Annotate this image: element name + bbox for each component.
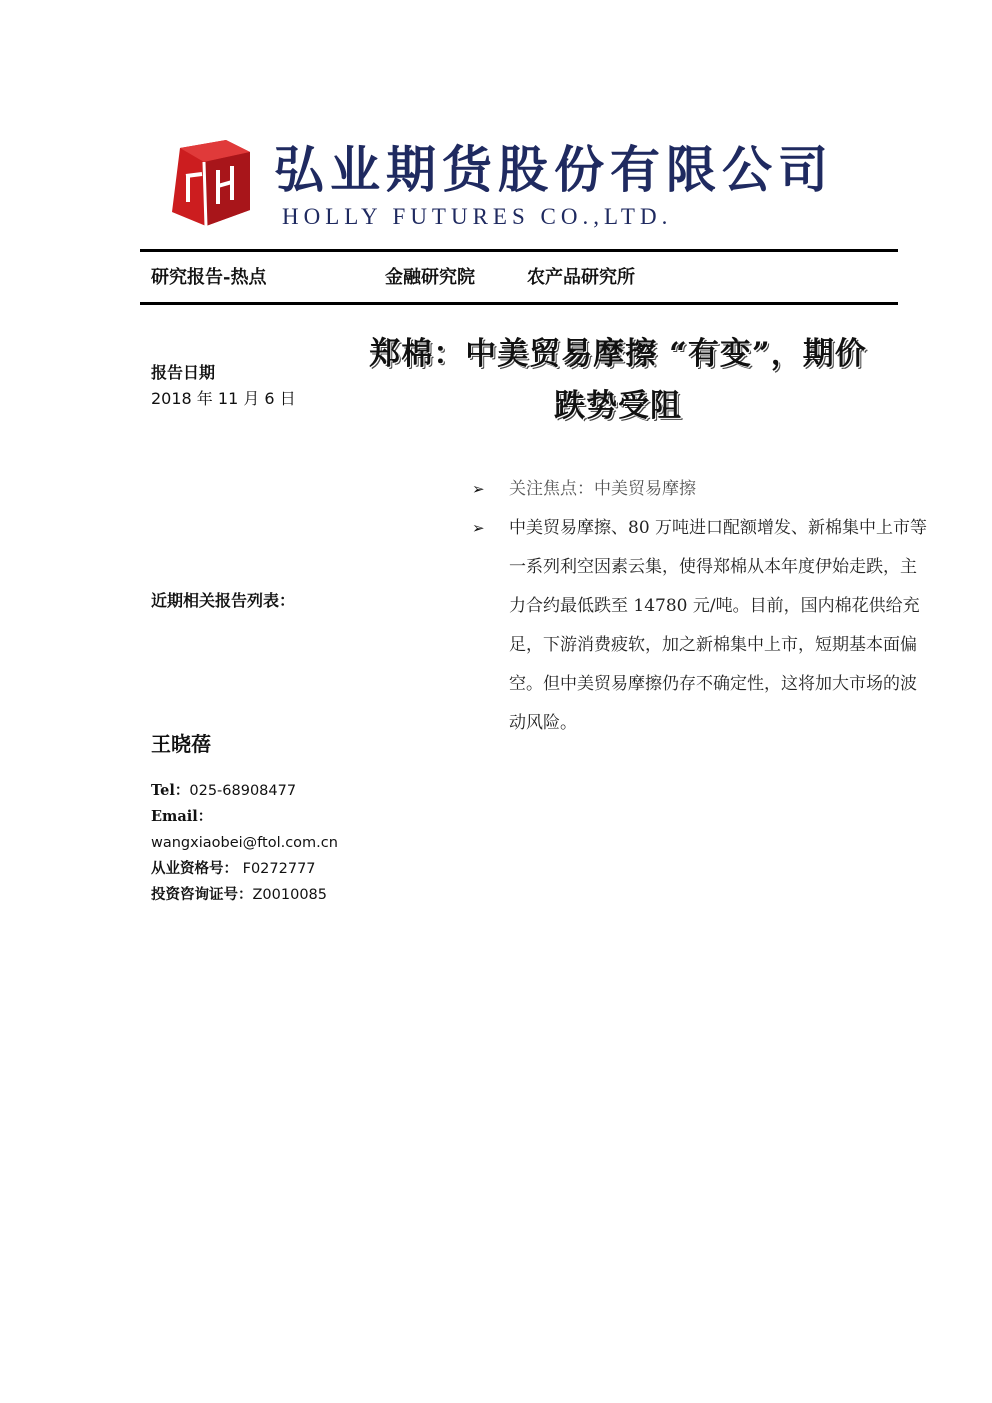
institute-agri: 农产品研究所 — [527, 267, 635, 288]
email-label: Email： — [151, 808, 213, 825]
logo-english-name: HOLLY FUTURES CO.,LTD. — [282, 204, 673, 229]
institute-finance: 金融研究院 — [385, 267, 475, 288]
report-date-value: 2018 年 11 月 6 日 — [151, 389, 296, 408]
logo-cube-icon — [166, 140, 252, 226]
header-bottom-rule — [140, 302, 898, 305]
report-title-line-2: 跌势受阻 — [554, 388, 682, 424]
license-value: F0272777 — [242, 861, 316, 877]
consult-value: Z0010085 — [252, 887, 328, 903]
report-title — [318, 328, 918, 432]
author-name: 王晓蓓 — [151, 732, 211, 756]
logo-chinese-name: 弘业期货股份有限公司 — [274, 140, 834, 199]
consult-label: 投资咨询证号： — [151, 886, 253, 903]
email-value[interactable]: wangxiaobei@ftol.com.cn — [151, 835, 338, 851]
tel-value: 025-68908477 — [189, 783, 297, 799]
bullet-text: 中美贸易摩擦、80 万吨进口配额增发、新棉集中上市等一系列利空因素云集，使得郑棉从本年度伊始走跌，主力合约最低跌至 14780 元/吨。目前，国内棉花供给充足，下游消费疲软，加之新棉集中上市，短期基本面偏空。但中美贸易摩擦仍存不确定性，这将加大市场的波动风险。 — [509, 518, 928, 733]
bullet-summary — [472, 509, 932, 743]
summary-bullets — [472, 470, 932, 743]
report-category: 研究报告-热点 — [151, 267, 267, 288]
report-date-label: 报告日期 — [151, 363, 216, 382]
tel-label: Tel： — [151, 782, 190, 799]
license-label: 从业资格号： — [151, 860, 238, 877]
report-title-line-1: 郑棉：中美贸易摩擦 “有变”，期价 — [369, 336, 867, 372]
arrow-bullet-icon: ➢ — [472, 519, 485, 537]
bullet-text: 关注焦点：中美贸易摩擦 — [509, 479, 696, 499]
author-contact — [151, 778, 338, 908]
related-reports-label: 近期相关报告列表： — [151, 591, 296, 610]
header-top-rule — [140, 249, 898, 252]
company-logo — [166, 140, 866, 236]
bullet-focus — [472, 470, 932, 509]
arrow-bullet-icon: ➢ — [472, 480, 485, 498]
